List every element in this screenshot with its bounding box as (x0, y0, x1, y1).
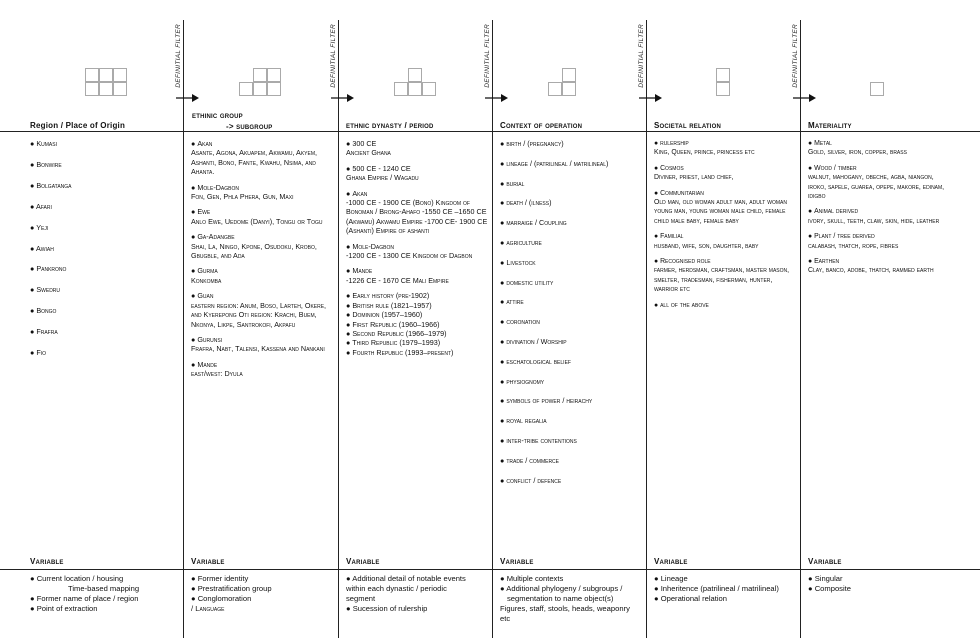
filter-label-2: DEFINITIAL FILTER (330, 24, 337, 88)
variable-list-3 (346, 574, 490, 614)
divider-1 (183, 20, 184, 638)
list-item: ● Sucession of rulership (346, 604, 428, 613)
list-item: ● British rule (1821–1957) (346, 300, 432, 310)
list-item: ● Akan -1000 CE - 1900 CE (Bono) Kingdom of Bonoman / Brong-Ahafo -1550 CE –1650 CE (Akwamu) Akwamu Empire -1700 CE- 1900 CE (Ashanti) Empire of ashanti (346, 188, 488, 236)
header-rule (0, 131, 980, 132)
list-item: ● Awiah (30, 243, 54, 253)
list-item: / Language (191, 604, 225, 613)
list-item: ● Livestock (500, 257, 536, 267)
societal-list (654, 139, 798, 316)
list-item: ● Third Republic (1979–1993) (346, 338, 441, 348)
list-item: ● Ewe Anlo Ewe, Uedome (Danyi), Tongu or Togu (191, 207, 323, 226)
list-item: ● Fourth Republic (1993–present) (346, 347, 454, 357)
list-item: ● Conglomoration (191, 594, 252, 603)
list-item: ● Point of extraction (30, 604, 98, 613)
variable-list-4 (500, 574, 644, 624)
dynasty-list (346, 139, 490, 357)
list-item: ● symbols of power / heirachy (500, 396, 593, 406)
list-item: ● 500 CE - 1240 CE Ghana Empire / Wagadu (346, 163, 419, 183)
list-item: ● divination / Worship (500, 336, 567, 346)
list-item: ● Inheritence (patrilineal / matrilineal) (654, 584, 779, 593)
list-item: ● Early history (pre-1902) (346, 291, 430, 301)
list-item: ● Gurma Konkomba (191, 266, 222, 285)
list-item: ● Communitarian Old man, old woman adult man, adult woman young man, young woman male child, female child male baby, female baby (654, 189, 787, 225)
societal-heading: Societal relation (654, 121, 722, 130)
list-item: ● Yeji (30, 222, 49, 232)
variable-title-1: Variable (30, 557, 64, 566)
list-item: ● rulership King, Queen, prince, princess etc (654, 140, 755, 157)
list-item: ● Cosmos Diviner, priest, land chief, (654, 164, 734, 182)
filter-label-4: DEFINITIAL FILTER (638, 24, 645, 88)
dynasty-heading: ethnic dynasty / period (346, 121, 434, 130)
list-item: ● royal regalia (500, 416, 547, 426)
list-item: segmentation to name object(s) (507, 594, 614, 603)
list-item: ● Familial husband, wife, son, daughter, baby (654, 233, 759, 250)
list-item: ● Swedru (30, 285, 61, 295)
filter-arrow-3 (485, 93, 509, 103)
list-item: ● Bongo (30, 306, 57, 316)
list-item: ● Operational relation (654, 594, 727, 603)
list-item: ● Singular (808, 574, 843, 583)
ethnic-heading: ethinic group -> subgroup (192, 111, 273, 131)
divider-2 (338, 20, 339, 638)
list-item: ● Plant / tree derived calabash, thatch, rope, fibres (808, 233, 899, 250)
list-item: ● 300 CE Ancient Ghana (346, 139, 391, 158)
list-item: ● Mole-Dagbon -1200 CE - 1300 CE Kingdom of Dagbon (346, 241, 473, 261)
list-item: ● Ga-Adangbe Shai, La, Ningo, Kpone, Osudoku, Krobo, Gbugble, and Ada (191, 232, 317, 261)
list-item: ● inter-tribe contentions (500, 435, 577, 445)
divider-3 (492, 20, 493, 638)
filter-label-5: DEFINITIAL FILTER (792, 24, 799, 88)
filter-label-3: DEFINITIAL FILTER (484, 24, 491, 88)
list-item: ● Second Republic (1966–1979) (346, 328, 447, 338)
variable-title-4: Variable (500, 557, 534, 566)
list-item: ● Mole-Dagbon Fon, Gen, Phla Phera, Gun, Maxi (191, 182, 294, 202)
region-list (30, 139, 180, 369)
list-item: ● agriculture (500, 237, 542, 247)
filter-arrow-2 (331, 93, 355, 103)
context-list (500, 139, 644, 495)
list-item: ● Mande -1226 CE - 1670 CE Mali Empire (346, 266, 449, 285)
list-item: Figures, staff, stools, heads, weaponry (500, 604, 630, 613)
list-item: ● Wood / timber walnut, mahogany, obeche, agba, niangon, iroko, sapele, guarea, opepe, makore, edinam, idigbo (808, 164, 945, 201)
filter-arrow-1 (176, 93, 200, 103)
list-item: ● Dominion (1957–1960) (346, 310, 423, 320)
list-item: ● Fio (30, 348, 47, 358)
list-item: ● Lineage (654, 574, 688, 583)
variable-title-6: Variable (808, 557, 842, 566)
list-item: ● Mande east/west: Dyula (191, 359, 243, 379)
materiality-heading: Materiality (808, 121, 852, 130)
list-item: ● conflict / defence (500, 475, 562, 485)
list-item: ● marraige / Coupling (500, 218, 567, 228)
divider-5 (800, 20, 801, 638)
list-item: ● Former identity (191, 574, 249, 583)
list-item: ● Frafra (30, 327, 58, 337)
variable-list-6 (808, 574, 953, 594)
list-item: ● Akan Asante, Agona, Akuapem, Akwamu, Akyem, Ashanti, Bono, Fante, Kwahu, Nsima, and Ahanta. (191, 139, 318, 177)
list-item: ● Recognised role farmer, herdsman, craftsman, master mason, smelter, tradesman, fisherman, hunter, warrior etc (654, 258, 790, 294)
list-item: ● Prestratification group (191, 584, 272, 593)
list-item: ● coronation (500, 317, 540, 327)
list-item: ● death / (ilness) (500, 198, 552, 208)
list-item: ● trade / commerce (500, 455, 560, 465)
variable-title-5: Variable (654, 557, 688, 566)
variable-list-2 (191, 574, 336, 614)
list-item: ● eschatological belief (500, 356, 571, 366)
list-item: ● Additional detail of notable events (346, 574, 466, 583)
list-item: ● Gurunsi Frafra, Nabt, Talensi, Kassena and Nankani (191, 334, 325, 354)
list-item: within each dynastic / periodic (346, 584, 447, 593)
list-item: ● all of the above (654, 301, 709, 309)
list-item: ● Composite (808, 584, 851, 593)
filter-label-1: DEFINITIAL FILTER (175, 24, 182, 88)
list-item: ● birth / (pregnancy) (500, 139, 564, 148)
filter-arrow-4 (639, 93, 663, 103)
list-item: etc (500, 614, 511, 623)
list-item: Time-based mapping (68, 584, 140, 593)
list-item: ● Bonwire (30, 159, 62, 169)
list-item: ● burial (500, 178, 525, 188)
list-item: ● attire (500, 297, 524, 307)
filter-arrow-5 (793, 93, 817, 103)
period-list (346, 291, 490, 357)
divider-4 (646, 20, 647, 638)
context-heading: Context of operation (500, 121, 583, 130)
list-item: ● Kumasi (30, 139, 57, 148)
variable-title-3: Variable (346, 557, 380, 566)
list-item: ● Pankrono (30, 264, 67, 274)
ethnic-list (191, 139, 336, 385)
region-heading: Region / Place of Origin (30, 121, 126, 130)
list-item: ● Former name of place / region (30, 594, 139, 603)
variable-rule (0, 569, 980, 570)
variable-list-5 (654, 574, 798, 604)
list-item: ● Earthen Clay, banco, adobe, thatch, rammed earth (808, 258, 934, 275)
list-item: ● Guan eastern region: Anum, Boso, Larteh, Okere, and Kyerepong Oti region: Krachi, Buem, Nkonya, Likpe, Santrokofi, Akpafu (191, 291, 327, 329)
list-item: ● physiognomy (500, 376, 545, 386)
list-item: ● First Republic (1960–1966) (346, 319, 440, 329)
variable-title-2: Variable (191, 557, 225, 566)
materiality-list (808, 139, 953, 282)
list-item: ● Current location / housing (30, 574, 124, 583)
list-item: ● Metal Gold, silver, iron, copper, brass (808, 140, 907, 157)
list-item: ● domestic utility (500, 277, 554, 287)
list-item: ● Animal derived ivory, skull, teeth, claw, skin, hide, leather (808, 208, 940, 225)
list-item: ● Multiple contexts (500, 574, 564, 583)
list-item: ● Afari (30, 201, 52, 211)
list-item: ● Additional phylogeny / subgroups / (500, 584, 623, 593)
list-item: ● lineage / (patrilineal / matrilineal) (500, 158, 609, 168)
variable-list-1 (30, 574, 180, 614)
list-item: ● Bolgatanga (30, 180, 72, 190)
list-item: segment (346, 594, 376, 603)
